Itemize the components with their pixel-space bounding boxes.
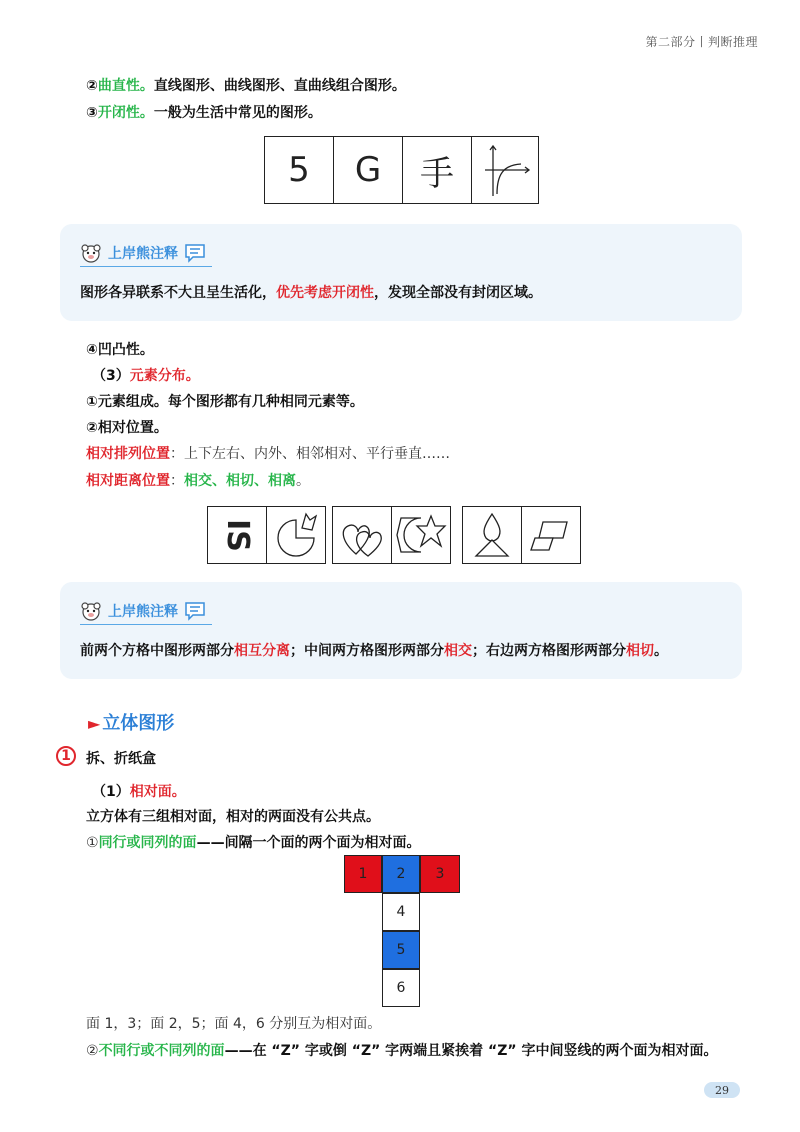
text: ——间隔一个面的两个面为相对面。 — [196, 835, 421, 851]
line-not-same-row — [86, 1040, 717, 1060]
text: 一般为生活中常见的图形。 — [153, 105, 322, 121]
text: ：上下左右、内外、相邻相对、平行垂直…… — [170, 446, 450, 462]
sub-heading: 拆、折纸盒 — [86, 751, 156, 767]
keyword: 相交、相切、相离 — [184, 473, 296, 489]
prefix: ② — [86, 78, 98, 94]
note-box — [60, 224, 742, 321]
section-title: 立体图形 — [102, 713, 175, 734]
figure-cell — [391, 506, 451, 564]
note-title-text: 上岸熊注释 — [108, 246, 178, 262]
keyword: 相对距离位置 — [86, 473, 170, 489]
line-opposite-pairs: 面 1，3；面 2，5；面 4，6 分别互为相对面。 — [86, 1016, 382, 1032]
cube-face: 5 — [382, 931, 420, 969]
bear-icon — [80, 243, 102, 263]
line-concavity: ④凹凸性。 — [86, 342, 154, 358]
line-element-distribution — [92, 365, 200, 385]
pacman-flag-icon — [268, 508, 324, 562]
figure-cell: 5 — [264, 136, 334, 204]
keyword: 不同行或不同列的面 — [98, 1043, 225, 1059]
line-relative-position: ②相对位置。 — [86, 420, 168, 436]
prefix: （3） — [92, 368, 130, 384]
figure-cell — [521, 506, 581, 564]
parallelogram-icon — [523, 508, 579, 562]
cube-face: 1 — [344, 855, 382, 893]
note-highlight: 相交 — [444, 643, 472, 659]
triangle-icon: ► — [88, 714, 101, 733]
drop-triangle-icon — [464, 508, 520, 562]
hexagon-star-icon — [393, 508, 449, 562]
text: ——在 “Z” 字或倒 “Z” 字两端且紧挨着 “Z” 字中间竖线的两个面为相对面。 — [224, 1043, 718, 1059]
keyword: 相对面。 — [129, 784, 186, 800]
line-distance-position — [86, 470, 310, 490]
keyword: 曲直性。 — [97, 78, 154, 94]
figure-cell: 手 — [402, 136, 472, 204]
prefix: （1） — [92, 784, 130, 800]
comment-icon — [184, 601, 206, 621]
note-title — [80, 240, 212, 267]
figure-cell-curve — [471, 136, 539, 204]
figure-cell: G — [333, 136, 403, 204]
figure-cell — [332, 506, 392, 564]
section-heading — [88, 709, 174, 735]
note-body — [80, 282, 542, 302]
note-body — [80, 640, 668, 660]
cube-face: 2 — [382, 855, 420, 893]
line-opposite-faces — [92, 781, 186, 801]
note-text: 。 — [654, 643, 668, 659]
note-text: 前两个方格中图形两部分 — [80, 643, 234, 659]
prefix: ① — [86, 835, 99, 851]
page-header: 第二部分丨判断推理 — [645, 35, 758, 49]
line-openness — [86, 102, 322, 122]
rotated-text: IS — [219, 518, 255, 552]
page-number: 29 — [704, 1082, 740, 1098]
axis-curve-icon — [475, 140, 535, 200]
keyword: 相对排列位置 — [86, 446, 170, 462]
line-cube-rule: 立方体有三组相对面，相对的两面没有公共点。 — [86, 809, 380, 825]
note-highlight: 优先考虑开闭性 — [276, 285, 374, 301]
prefix: ② — [86, 1043, 99, 1059]
cube-face: 4 — [382, 893, 420, 931]
note-highlight: 相切 — [626, 643, 654, 659]
note-text: 图形各异联系不大且呈生活化， — [80, 285, 276, 301]
text: 。 — [296, 473, 310, 489]
note-title-text: 上岸熊注释 — [108, 604, 178, 620]
note-text: ，发现全部没有封闭区域。 — [374, 285, 542, 301]
note-text: ；中间两方格图形两部分 — [290, 643, 444, 659]
line-curvature — [86, 75, 406, 95]
hearts-icon — [334, 508, 390, 562]
text: ： — [170, 473, 184, 489]
note-title — [80, 598, 212, 625]
text: 直线图形、曲线图形、直曲线组合图形。 — [153, 78, 406, 94]
cube-face: 3 — [420, 855, 460, 893]
cube-face: 6 — [382, 969, 420, 1007]
note-highlight: 相互分离 — [234, 643, 290, 659]
keyword: 同行或同列的面 — [98, 835, 197, 851]
number-badge: 1 — [56, 746, 76, 766]
figure-cell — [207, 506, 267, 564]
figure-cell — [462, 506, 522, 564]
prefix: ③ — [86, 105, 98, 121]
note-text: ；右边两方格图形两部分 — [472, 643, 626, 659]
figure-cell — [266, 506, 326, 564]
line-arrangement-position — [86, 443, 450, 463]
line-same-row — [86, 832, 421, 852]
keyword: 开闭性。 — [97, 105, 154, 121]
note-box — [60, 582, 742, 679]
bear-icon — [80, 601, 102, 621]
line-element-composition: ①元素组成。每个图形都有几种相同元素等。 — [86, 394, 364, 410]
comment-icon — [184, 243, 206, 263]
keyword: 元素分布。 — [129, 368, 200, 384]
